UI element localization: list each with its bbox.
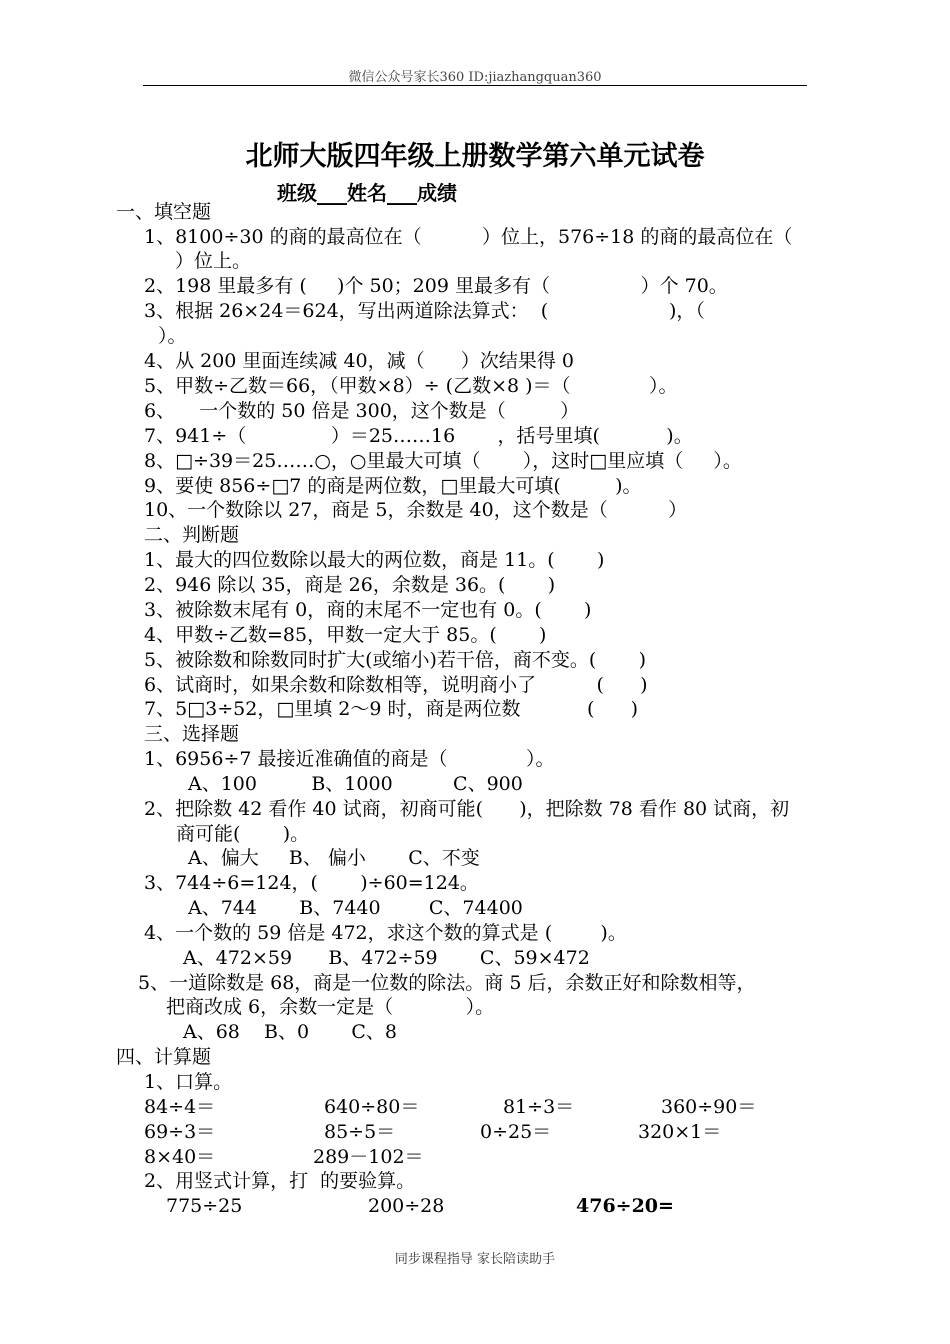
section-heading-choice: 三、选择题 [144,723,240,745]
page-title: 北师大版四年级上册数学第六单元试卷 [245,141,705,172]
choice-options: A、偏大 B、 偏小 C、不变 [188,847,480,869]
question-line: 5、甲数÷乙数＝66，（甲数×8）÷ (乙数×8 )＝（ ）。 [144,375,678,397]
choice-options: A、100 B、1000 C、900 [188,773,523,795]
oral-problem: 289－102＝ [313,1146,424,1168]
question-line: 10、一个数除以 27，商是 5，余数是 40，这个数是（ ） [144,499,688,521]
sub-heading: 1、口算。 [144,1071,233,1093]
question-line: 6、试商时，如果余数和除数相等，说明商小了 ( ) [144,674,648,696]
choice-options: A、744 B、7440 C、74400 [188,897,523,919]
question-line: 1、6956÷7 最接近准确值的商是（ ）。 [144,748,555,770]
oral-problem: 0÷25＝ [480,1121,552,1143]
question-line: 3、被除数末尾有 0，商的末尾不一定也有 0。( ) [144,599,592,621]
oral-problem: 640÷80＝ [324,1096,420,1118]
question-line: 2、946 除以 35，商是 26，余数是 36。( ) [144,574,556,596]
vertical-problem: 476÷20= [576,1195,674,1217]
question-line: 把商改成 6，余数一定是（ ）。 [166,996,495,1018]
question-line: 2、把除数 42 看作 40 试商，初商可能( )，把除数 78 看作 80 试商，初 [144,798,790,820]
question-line: 1、8100÷30 的商的最高位在（ ）位上，576÷18 的商的最高位在（ [144,226,793,248]
question-line: 3、744÷6=124，( )÷60=124。 [144,872,479,894]
oral-problem: 85÷5＝ [324,1121,396,1143]
oral-problem: 69÷3＝ [144,1121,216,1143]
choice-options: A、68 B、0 C、8 [183,1021,398,1043]
vertical-problem: 775÷25 [166,1195,243,1217]
oral-problem: 8×40＝ [144,1146,216,1168]
question-line: 8、□÷39＝25……○，○里最大可填（ ），这时□里应填（ ）。 [144,450,742,472]
section-heading-judge: 二、判断题 [144,524,240,546]
section-heading-fill: 一、填空题 [116,201,212,223]
question-line: 4、从 200 里面连续减 40，减（ ）次结果得 0 [144,350,575,372]
question-line: ）。 [158,325,187,347]
oral-problem: 320×1＝ [638,1121,722,1143]
student-info-line: 班级___姓名___成绩 [277,181,457,205]
question-line: 6、 一个数的 50 倍是 300，这个数是（ ） [144,400,580,422]
question-line: 7、941÷（ ）＝25……16 ，括号里填( )。 [144,425,693,447]
question-line: 3、根据 26×24＝624，写出两道除法算式： ( )，（ [144,300,705,322]
header-watermark: 微信公众号家长360 ID:jiazhangquan360 [348,70,602,85]
header-divider [143,85,807,86]
question-line: 4、一个数的 59 倍是 472，求这个数的算式是 ( )。 [144,922,627,944]
question-line: 2、198 里最多有 ( )个 50；209 里最多有（ ）个 70。 [144,275,728,297]
footer-text: 同步课程指导 家长陪读助手 [394,1252,556,1267]
question-line: 4、甲数÷乙数=85，甲数一定大于 85。( ) [144,624,547,646]
question-line: ）位上。 [175,250,252,272]
oral-problem: 81÷3＝ [503,1096,575,1118]
question-line: 5、一道除数是 68，商是一位数的除法。商 5 后，余数正好和除数相等， [138,972,756,994]
question-line: 5、被除数和除数同时扩大(或缩小)若干倍，商不变。( ) [144,649,647,671]
question-line: 商可能( )。 [176,823,310,845]
oral-problem: 360÷90＝ [661,1096,757,1118]
oral-problem: 84÷4＝ [144,1096,216,1118]
sub-heading: 2、用竖式计算，打 的要验算。 [144,1170,416,1192]
question-line: 1、最大的四位数除以最大的两位数，商是 11。( ) [144,549,605,571]
question-line: 7、5□3÷52，□里填 2～9 时，商是两位数 ( ) [144,698,639,720]
section-heading-calc: 四、计算题 [116,1046,212,1068]
choice-options: A、472×59 B、472÷59 C、59×472 [183,947,590,969]
vertical-problem: 200÷28 [368,1195,445,1217]
question-line: 9、要使 856÷□7 的商是两位数，□里最大可填( )。 [144,475,642,497]
